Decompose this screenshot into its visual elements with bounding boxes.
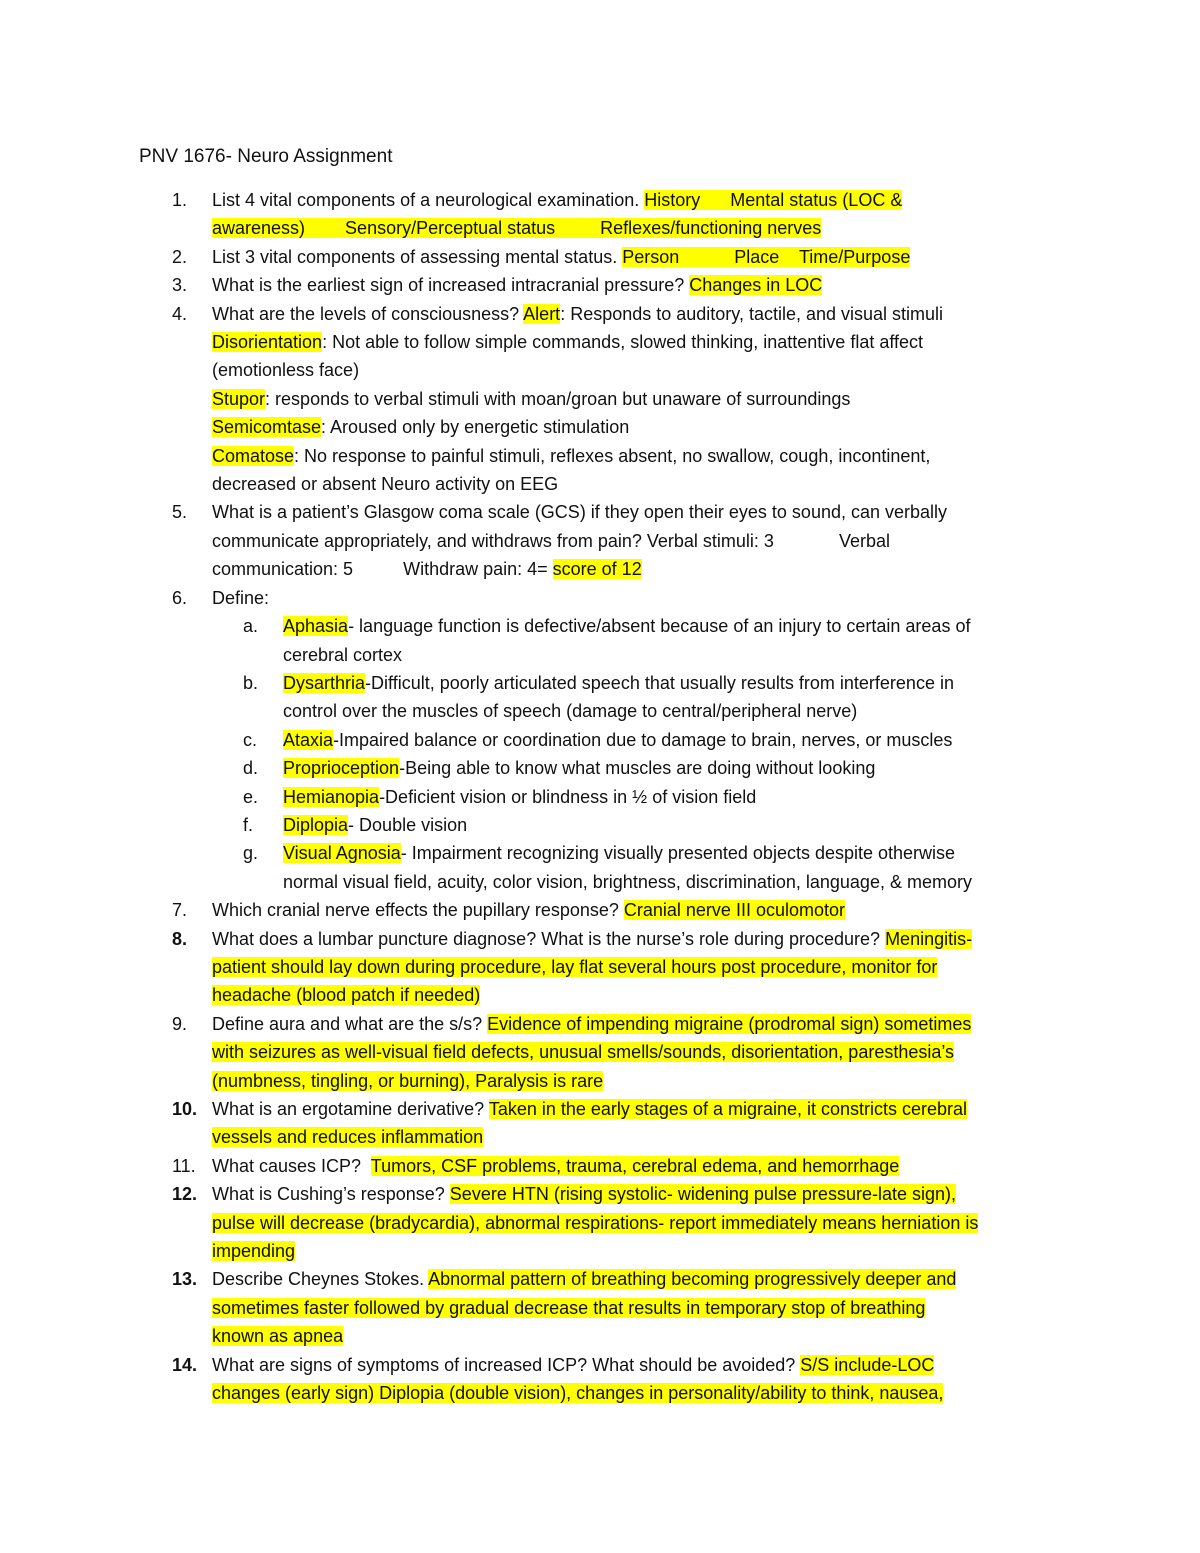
text-line	[212, 385, 1079, 413]
question-item	[139, 1095, 1079, 1152]
text-run: communication: 5 Withdraw pain: 4=	[212, 559, 553, 580]
definition-letter: b.	[243, 672, 259, 693]
question-item	[139, 925, 1079, 1010]
question-number: 12.	[172, 1184, 198, 1205]
text-line	[212, 1095, 1079, 1123]
text-run: Describe Cheynes Stokes.	[212, 1269, 429, 1290]
text-line	[212, 470, 1079, 498]
text-run: List 3 vital components of assessing mental status.	[212, 246, 623, 267]
text-line	[212, 356, 1079, 384]
question-item	[139, 584, 1079, 612]
highlighted-text: awareness) Sensory/Perceptual status Reflexes/functioning nerves	[212, 218, 822, 239]
text-line	[283, 783, 1079, 811]
text-line	[212, 186, 1079, 214]
document-title: PNV 1676- Neuro Assignment	[139, 146, 393, 167]
highlighted-text: Abnormal pattern of breathing becoming progressively deeper and	[428, 1269, 957, 1290]
text-line	[212, 300, 1079, 328]
question-number: 1.	[172, 190, 188, 210]
definition-item	[139, 839, 1079, 896]
text-run: -Being able to know what muscles are doing without looking	[399, 758, 876, 779]
highlighted-text: (numbness, tingling, or burning), Paralysis is rare	[212, 1070, 604, 1091]
text-line	[283, 811, 1079, 839]
text-run: -Deficient vision or blindness in ½ of vision field	[379, 786, 757, 807]
question-item	[139, 300, 1079, 499]
text-line	[212, 413, 1079, 441]
highlighted-text: Visual Agnosia	[283, 843, 401, 864]
text-line	[212, 1067, 1079, 1095]
highlighted-text: Dysarthria	[283, 672, 366, 693]
highlighted-text: Hemianopia	[283, 786, 380, 807]
text-line	[212, 271, 1079, 299]
question-item	[139, 896, 1079, 924]
highlighted-text: Ataxia	[283, 729, 334, 750]
highlighted-text: impending	[212, 1241, 296, 1262]
highlighted-text: Changes in LOC	[689, 275, 823, 296]
highlighted-text: Diplopia	[283, 814, 349, 835]
highlighted-text: Tumors, CSF problems, trauma, cerebral edema, and hemorrhage	[370, 1155, 900, 1176]
text-run: What are signs of symptoms of increased ICP? What should be avoided?	[212, 1354, 801, 1375]
highlighted-text: sometimes faster followed by gradual decrease that results in temporary stop of breathing	[212, 1297, 926, 1318]
text-line	[212, 1265, 1079, 1293]
definition-letter: e.	[243, 786, 259, 807]
text-run: cerebral cortex	[283, 644, 403, 665]
highlighted-text: patient should lay down during procedure, lay flat several hours post procedure, monitor for	[212, 956, 938, 977]
text-run: What is a patient’s Glasgow coma scale (GCS) if they open their eyes to sound, can verbally	[212, 502, 948, 523]
question-item	[139, 1265, 1079, 1350]
highlighted-text: Person Place Time/Purpose	[622, 246, 911, 267]
highlighted-text: changes (early sign) Diplopia (double vision), changes in personality/ability to think, nausea,	[212, 1383, 944, 1404]
text-run: Define:	[212, 587, 270, 608]
question-number: 7.	[172, 900, 188, 921]
text-line	[212, 1294, 1079, 1322]
question-number: 11.	[172, 1155, 196, 1176]
text-line	[212, 1322, 1079, 1350]
text-line	[212, 1010, 1079, 1038]
text-run: -Difficult, poorly articulated speech that usually results from interference in	[365, 672, 954, 693]
question-number: 5.	[172, 502, 188, 523]
text-line	[212, 1351, 1079, 1379]
text-run: : No response to painful stimuli, reflexes absent, no swallow, cough, incontinent,	[294, 445, 931, 466]
highlighted-text: headache (blood patch if needed)	[212, 985, 481, 1006]
definition-item	[139, 811, 1079, 839]
question-item	[139, 1010, 1079, 1095]
text-run: communicate appropriately, and withdraws from pain? Verbal stimuli: 3 Verbal	[212, 530, 890, 551]
text-line	[212, 1209, 1079, 1237]
highlighted-text: Stupor	[212, 388, 266, 409]
definition-item	[139, 726, 1079, 754]
text-line	[283, 868, 1079, 896]
text-line	[212, 527, 1079, 555]
text-run: -Impaired balance or coordination due to damage to brain, nerves, or muscles	[333, 729, 953, 750]
highlighted-text: Cranial nerve III oculomotor	[623, 900, 845, 921]
highlighted-text: Meningitis-	[885, 928, 973, 949]
text-line	[212, 442, 1079, 470]
text-run: control over the muscles of speech (damage to central/peripheral nerve)	[283, 701, 858, 722]
highlighted-text: Aphasia	[283, 616, 349, 637]
highlighted-text: known as apnea	[212, 1326, 344, 1347]
text-run: - Double vision	[348, 814, 468, 835]
text-run: Which cranial nerve effects the pupillary response?	[212, 900, 624, 921]
highlighted-text: score of 12	[552, 559, 642, 580]
highlighted-text: pulse will decrease (bradycardia), abnormal respirations- report immediately means herniation is	[212, 1212, 979, 1233]
text-line	[212, 1237, 1079, 1265]
definition-letter: f.	[243, 814, 254, 835]
definition-letter: a.	[243, 616, 259, 637]
highlighted-text: Disorientation	[212, 332, 323, 353]
text-run: What is an ergotamine derivative?	[212, 1099, 489, 1119]
text-run: List 4 vital components of a neurological examination.	[212, 190, 645, 210]
question-item	[139, 1180, 1079, 1265]
text-line	[212, 925, 1079, 953]
question-item	[139, 1351, 1079, 1408]
text-line	[212, 1038, 1079, 1066]
question-number: 2.	[172, 246, 188, 267]
definition-letter: c.	[243, 729, 258, 750]
definition-letter: g.	[243, 843, 259, 864]
highlighted-text: vessels and reduces inflammation	[212, 1127, 484, 1148]
question-item	[139, 186, 1079, 243]
text-line	[283, 612, 1079, 640]
text-run: What is the earliest sign of increased intracranial pressure?	[212, 275, 690, 296]
text-run: : Aroused only by energetic stimulation	[321, 417, 630, 438]
question-item	[139, 243, 1079, 271]
text-line	[212, 953, 1079, 981]
highlighted-text: Alert	[523, 303, 561, 324]
question-number: 13.	[172, 1269, 198, 1290]
text-run: What is Cushing’s response?	[212, 1184, 450, 1205]
text-run: : responds to verbal stimuli with moan/groan but unaware of surroundings	[265, 388, 851, 409]
text-line	[212, 1152, 1079, 1180]
text-run: (emotionless face)	[212, 360, 360, 381]
text-run: What causes ICP?	[212, 1155, 371, 1176]
text-line	[212, 214, 1079, 242]
text-line	[283, 669, 1079, 697]
highlighted-text: Comatose	[212, 445, 295, 466]
text-line	[212, 243, 1079, 271]
text-line	[283, 726, 1079, 754]
highlighted-text: Evidence of impending migraine (prodromal sign) sometimes	[487, 1013, 972, 1034]
question-number: 6.	[172, 587, 188, 608]
text-line	[212, 584, 1079, 612]
definition-item	[139, 783, 1079, 811]
text-run: : Responds to auditory, tactile, and visual stimuli	[560, 303, 944, 324]
question-number: 3.	[172, 275, 188, 296]
question-number: 4.	[172, 303, 188, 324]
text-line	[283, 641, 1079, 669]
highlighted-text: with seizures as well-visual field defects, unusual smells/sounds, disorientation, paresthesia’s	[212, 1042, 955, 1063]
highlighted-text: Taken in the early stages of a migraine, it constricts cerebral	[488, 1099, 968, 1119]
question-list	[139, 186, 1079, 1407]
definition-item	[139, 754, 1079, 782]
text-line	[212, 896, 1079, 924]
text-line	[212, 555, 1079, 583]
highlighted-text: S/S include-LOC	[800, 1354, 935, 1375]
text-line	[212, 328, 1079, 356]
highlighted-text: History Mental status (LOC &	[644, 190, 903, 210]
question-number: 14.	[172, 1354, 198, 1375]
text-run: : Not able to follow simple commands, slowed thinking, inattentive flat affect	[322, 332, 924, 353]
text-run: What does a lumbar puncture diagnose? What is the nurse’s role during procedure?	[212, 928, 886, 949]
text-run: Define aura and what are the s/s?	[212, 1013, 488, 1034]
text-line	[212, 1379, 1079, 1407]
question-number: 10.	[172, 1099, 198, 1119]
definition-item	[139, 669, 1079, 726]
text-run: normal visual field, acuity, color vision, brightness, discrimination, language, & memory	[283, 871, 972, 892]
text-run: - Impairment recognizing visually presented objects despite otherwise	[400, 843, 956, 864]
text-line	[283, 697, 1079, 725]
definition-letter: d.	[243, 758, 259, 779]
text-line	[212, 498, 1079, 526]
text-line	[212, 1123, 1079, 1151]
text-line	[212, 981, 1079, 1009]
text-run: - language function is defective/absent because of an injury to certain areas of	[348, 616, 971, 637]
text-run: decreased or absent Neuro activity on EEG	[212, 474, 559, 495]
highlighted-text: Proprioception	[283, 758, 400, 779]
question-number: 9.	[172, 1013, 188, 1034]
question-item	[139, 1152, 1079, 1180]
highlighted-text: Semicomtase	[212, 417, 322, 438]
text-line	[283, 754, 1079, 782]
text-run: What are the levels of consciousness?	[212, 303, 524, 324]
question-item	[139, 498, 1079, 583]
text-line	[212, 1180, 1079, 1208]
highlighted-text: Severe HTN (rising systolic- widening pulse pressure-late sign),	[449, 1184, 956, 1205]
definition-item	[139, 612, 1079, 669]
question-number: 8.	[172, 928, 188, 949]
text-line	[283, 839, 1079, 867]
question-item	[139, 271, 1079, 299]
